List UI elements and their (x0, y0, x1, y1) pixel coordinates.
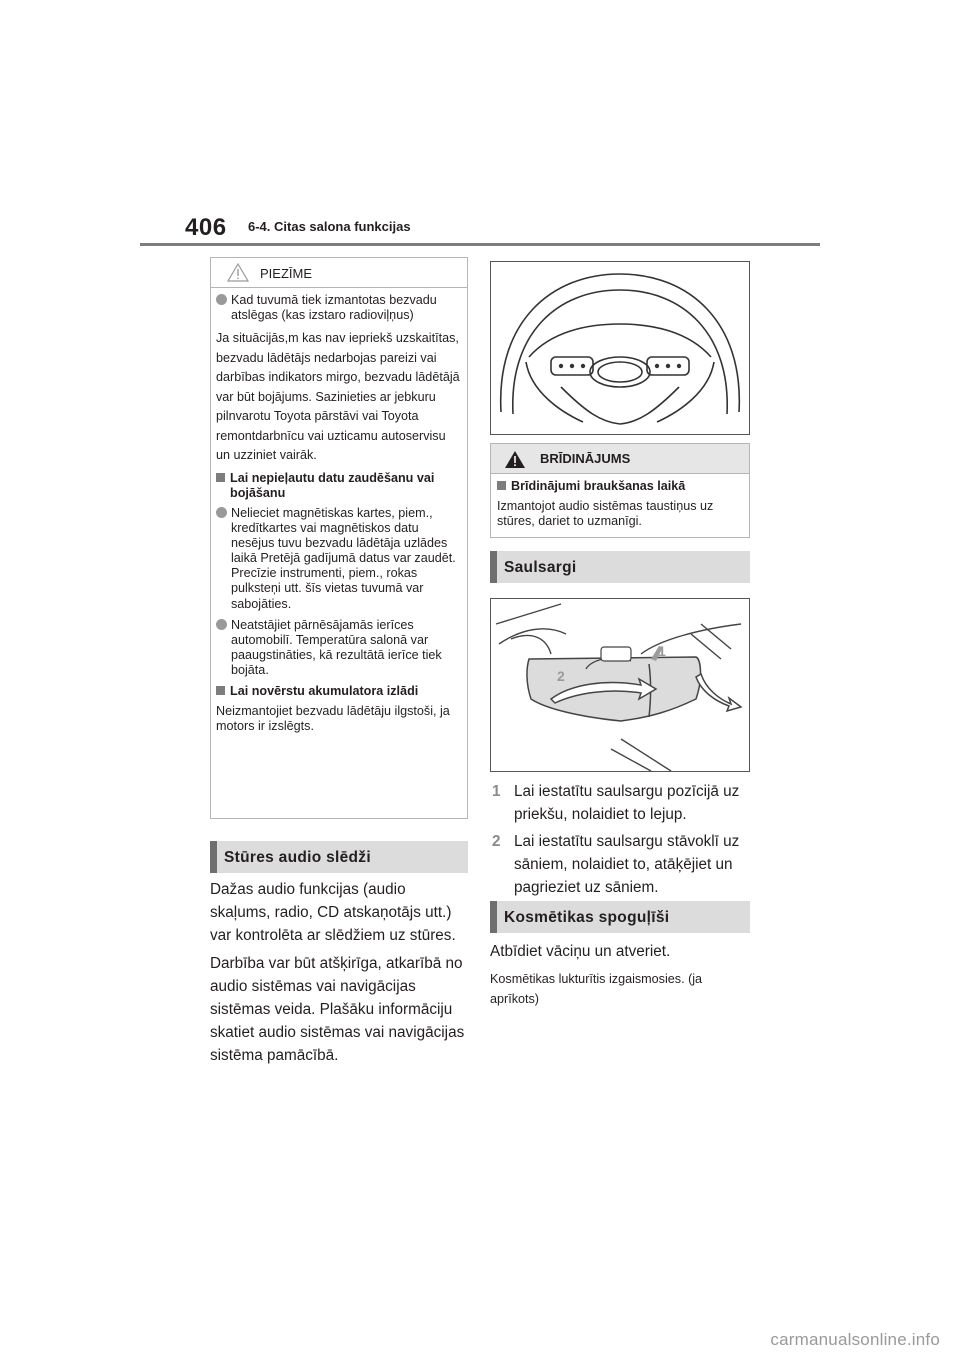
callout-2: 2 (557, 668, 565, 684)
note-title: PIEZĪME (260, 266, 313, 281)
section-title: 6-4. Citas salona funkcijas (248, 219, 411, 234)
note-subheading-text: Lai nepieļautu datu zaudēšanu vai bojāšanu (230, 470, 435, 500)
list-item (216, 506, 461, 612)
heading-text: Saulsargi (504, 559, 577, 576)
note-subheading (216, 684, 461, 699)
note-bullet-watches: Precīzie instrumenti, piem., rokas pulksteņi utt. šīs vietas tuvumā var sabojāties. (231, 566, 424, 611)
square-bullet-icon (216, 473, 225, 482)
list-item (216, 618, 461, 678)
footer-watermark: carmanualsonline.info (770, 1330, 940, 1349)
note-bullet-magnetic-cards: Nelieciet magnētiskas kartes, piem., kredītkartes vai magnētiskos datu nesējus tuvu bezvadu lādētāja uzlādes laikā Pretējā gadījumā datus var zaudēt. (231, 505, 456, 566)
warning-subheading-text: Brīdinājumi braukšanas laikā (511, 479, 686, 493)
mirror-paragraph-1: Atbīdiet vāciņu un atveriet. (490, 943, 671, 960)
square-bullet-icon (497, 481, 506, 490)
caution-outline-icon (227, 263, 249, 282)
vanity-mirror-heading (490, 901, 750, 933)
note-box (210, 257, 468, 819)
warning-box (490, 443, 750, 538)
sun-visor-heading (490, 551, 750, 583)
note-header (211, 258, 467, 288)
steering-wheel-illustration (491, 262, 749, 434)
heading-text: Stūres audio slēdži (224, 849, 371, 866)
bullet-icon (216, 619, 227, 630)
bullet-icon (216, 294, 227, 305)
note-text: Neizmantojiet bezvadu lādētāju ilgstoši, ja motors ir izslēgts. (216, 704, 450, 734)
steering-text (210, 878, 468, 1067)
steering-audio-heading (210, 841, 468, 873)
step-text: Lai iestatītu saulsargu stāvoklī uz sāniem, nolaidiet to, atāķējiet un pagrieziet uz sāniem. (514, 833, 740, 896)
step-number: 1 (492, 783, 501, 800)
steering-wheel-figure (490, 261, 750, 435)
callout-1: 1 (658, 643, 666, 659)
page-number: 406 (185, 214, 227, 241)
sun-visor-figure (490, 598, 750, 772)
warning-text: Izmantojot audio sistēmas taustiņus uz stūres, dariet to uzmanīgi. (497, 499, 714, 529)
note-subheading-text: Lai novērstu akumulatora izlādi (230, 684, 419, 699)
list-item (492, 780, 750, 826)
note-bullet-wireless-keys: Kad tuvumā tiek izmantotas bezvadu atslēgas (kas izstaro radioviļņus) (231, 293, 437, 323)
step-text: Lai iestatītu saulsargu pozīcijā uz priekšu, nolaidiet to lejup. (514, 783, 740, 823)
warning-title: BRĪDINĀJUMS (540, 451, 631, 466)
vanity-mirror-text (490, 940, 750, 1009)
sun-visor-illustration (491, 599, 749, 771)
heading-text: Kosmētikas spoguļīši (504, 909, 670, 926)
warning-header (491, 444, 749, 474)
warning-subheading (497, 479, 743, 494)
bullet-icon (216, 507, 227, 518)
steering-paragraph-2: Darbība var būt atšķirīga, atkarībā no audio sistēmas vai navigācijas sistēmas veida. Plašāku informāciju skatiet audio sistēmas vai navigācijas sistēma pamācībā. (210, 955, 465, 1064)
note-subheading (216, 471, 461, 501)
list-item (492, 830, 750, 899)
step-number: 2 (492, 833, 501, 850)
warning-icon (504, 450, 526, 469)
mirror-paragraph-2: Kosmētikas lukturītis izgaismosies. (ja aprīkots) (490, 972, 703, 1006)
header-divider (140, 243, 820, 246)
note-paragraph: Ja situācijās,m kas nav iepriekš uzskaitītas, bezvadu lādētājs nedarbojas pareizi vai darbības indikators mirgo, bezvadu lādētājā var būt bojājums. Sazinieties ar jebkuru pilnvarotu Toyota pārstāvi vai Toyota remontdarbnīcu vai uzticamu autoservisu un uzziniet vairāk. (216, 331, 460, 463)
steering-paragraph-1: Dažas audio funkcijas (audio skaļums, radio, CD atskaņotājs utt.) var kontrolēta ar slēdžiem uz stūres. (210, 881, 456, 944)
list-item (216, 293, 461, 323)
note-bullet-portable-devices: Neatstājiet pārnēsājamās ierīces automobilī. Temperatūra salonā var paaugstināties, kā rezultātā ierīce tiek bojāta. (231, 617, 442, 678)
sun-visor-steps (492, 780, 750, 903)
square-bullet-icon (216, 686, 225, 695)
